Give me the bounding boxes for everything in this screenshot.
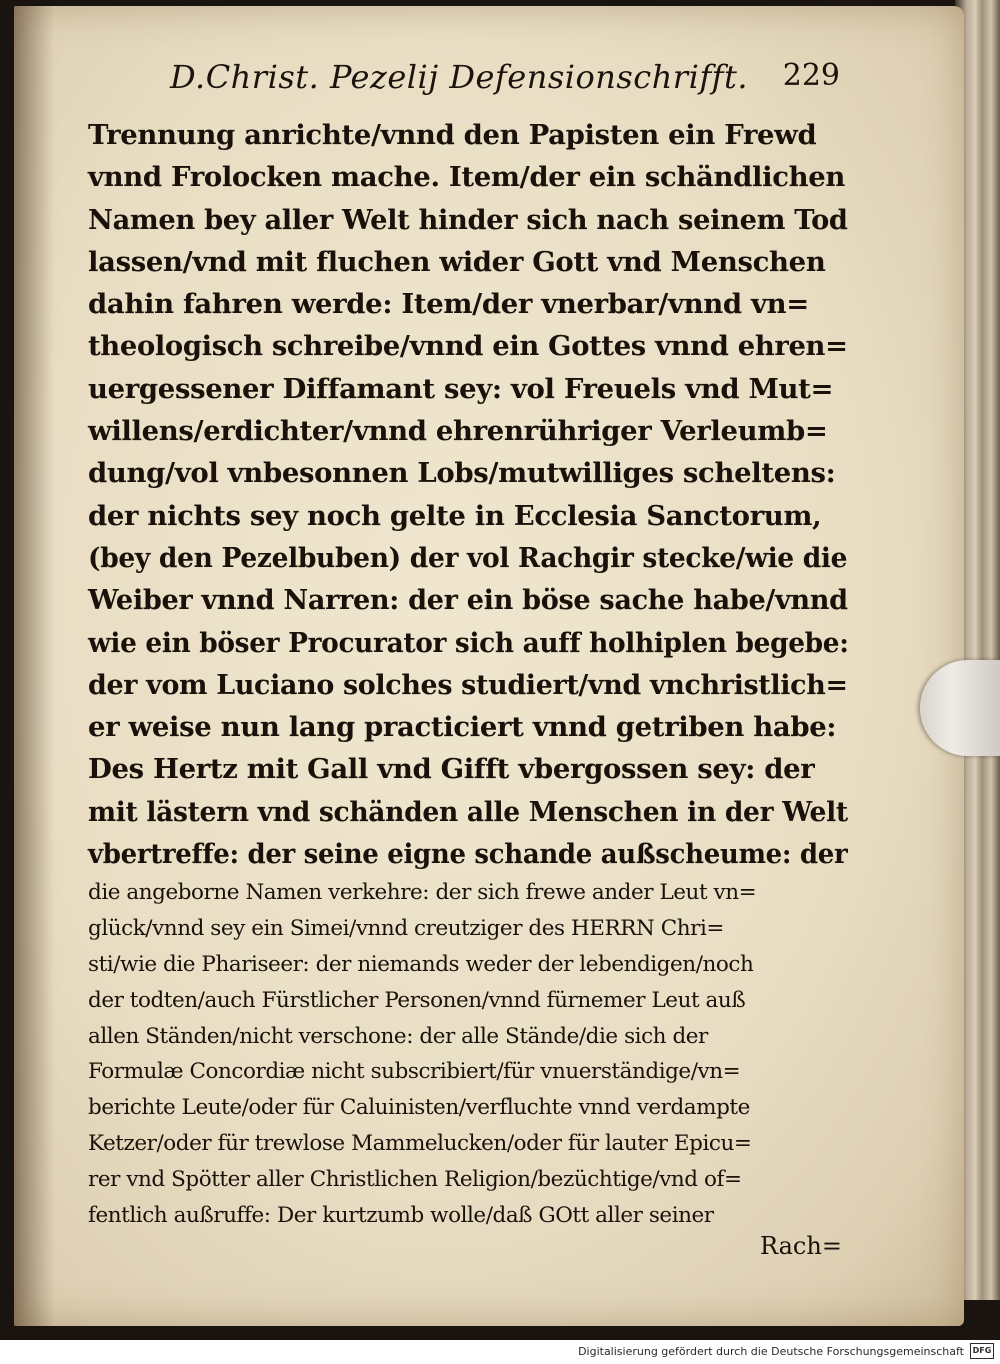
body-text-large-type [88, 114, 848, 875]
text-line: allen Ständen/nicht verschone: der alle Stände/die sich der [88, 1023, 708, 1049]
gutter-shadow [14, 6, 54, 1326]
funding-credit: Digitalisierung gefördert durch die Deutsche Forschungsgemeinschaft [578, 1344, 964, 1358]
page-number: 229 [782, 58, 840, 93]
text-line: Ketzer/oder für trewlose Mammelucken/oder für lauter Epicu= [88, 1130, 752, 1156]
text-line: vbertreffe: der seine eigne schande außscheume: der [88, 838, 848, 871]
text-line: die angeborne Namen verkehre: der sich frewe ander Leut vn= [88, 880, 757, 906]
text-line: der todten/auch Fürstlicher Personen/vnnd fürnemer Leut auß [88, 987, 746, 1013]
text-line: rer vnd Spötter aller Christlichen Religion/bezüchtige/vnd of= [88, 1166, 742, 1192]
text-line: fentlich außruffe: Der kurtzumb wolle/daß GOtt aller seiner [88, 1202, 714, 1228]
digitization-footer [578, 1342, 994, 1360]
text-line: der vom Luciano solches studiert/vnd vnchristlich= [88, 668, 848, 701]
text-line: lassen/vnd mit fluchen wider Gott vnd Menschen [88, 245, 826, 278]
text-line: wie ein böser Procurator sich auff holhiplen begebe: [88, 626, 849, 659]
text-line: berichte Leute/oder für Caluinisten/verfluchte vnnd verdampte [88, 1095, 750, 1121]
text-line: Trennung anrichte/vnnd den Papisten ein Frewd [88, 119, 817, 151]
text-line: der nichts sey noch gelte in Ecclesia Sanctorum, [88, 499, 822, 532]
text-line: sti/wie die Phariseer: der niemands weder der lebendigen/noch [88, 951, 754, 977]
text-line: (bey den Pezelbuben) der vol Rachgir stecke/wie die [88, 541, 848, 574]
body-text [88, 114, 848, 1233]
text-line: theologisch schreibe/vnnd ein Gottes vnnd ehren= [88, 330, 848, 363]
text-line: dung/vol vnbesonnen Lobs/mutwilliges scheltens: [88, 457, 836, 490]
dfg-logo: DFG [970, 1343, 994, 1359]
running-head [170, 58, 850, 106]
body-text-small-type [88, 875, 848, 1233]
text-line: er weise nun lang practiciert vnnd getriben habe: [88, 711, 837, 744]
text-line: vnnd Frolocken mache. Item/der ein schändlichen [88, 161, 846, 194]
text-line: Weiber vnnd Narren: der ein böse sache habe/vnnd [88, 584, 848, 617]
text-line: glück/vnnd sey ein Simei/vnnd creutziger des HERRN Chri= [88, 916, 724, 942]
text-line: Formulæ Concordiæ nicht subscribiert/für vnuerständige/vn= [88, 1059, 741, 1085]
text-line: dahin fahren werde: Item/der vnerbar/vnnd vn= [88, 288, 809, 321]
catchword: Rach= [760, 1232, 842, 1260]
text-line: mit lästern vnd schänden alle Menschen in der Welt [88, 795, 848, 828]
running-head-title: D.Christ. Pezelij Defensionschrifft. [170, 58, 749, 96]
text-line: willens/erdichter/vnnd ehrenrühriger Verleumb= [88, 415, 828, 448]
text-line: Namen bey aller Welt hinder sich nach seinem Tod [88, 203, 848, 236]
text-line: uergessener Diffamant sey: vol Freuels vnd Mut= [88, 372, 834, 405]
text-line: Des Hertz mit Gall vnd Gifft vbergossen sey: der [88, 753, 815, 786]
